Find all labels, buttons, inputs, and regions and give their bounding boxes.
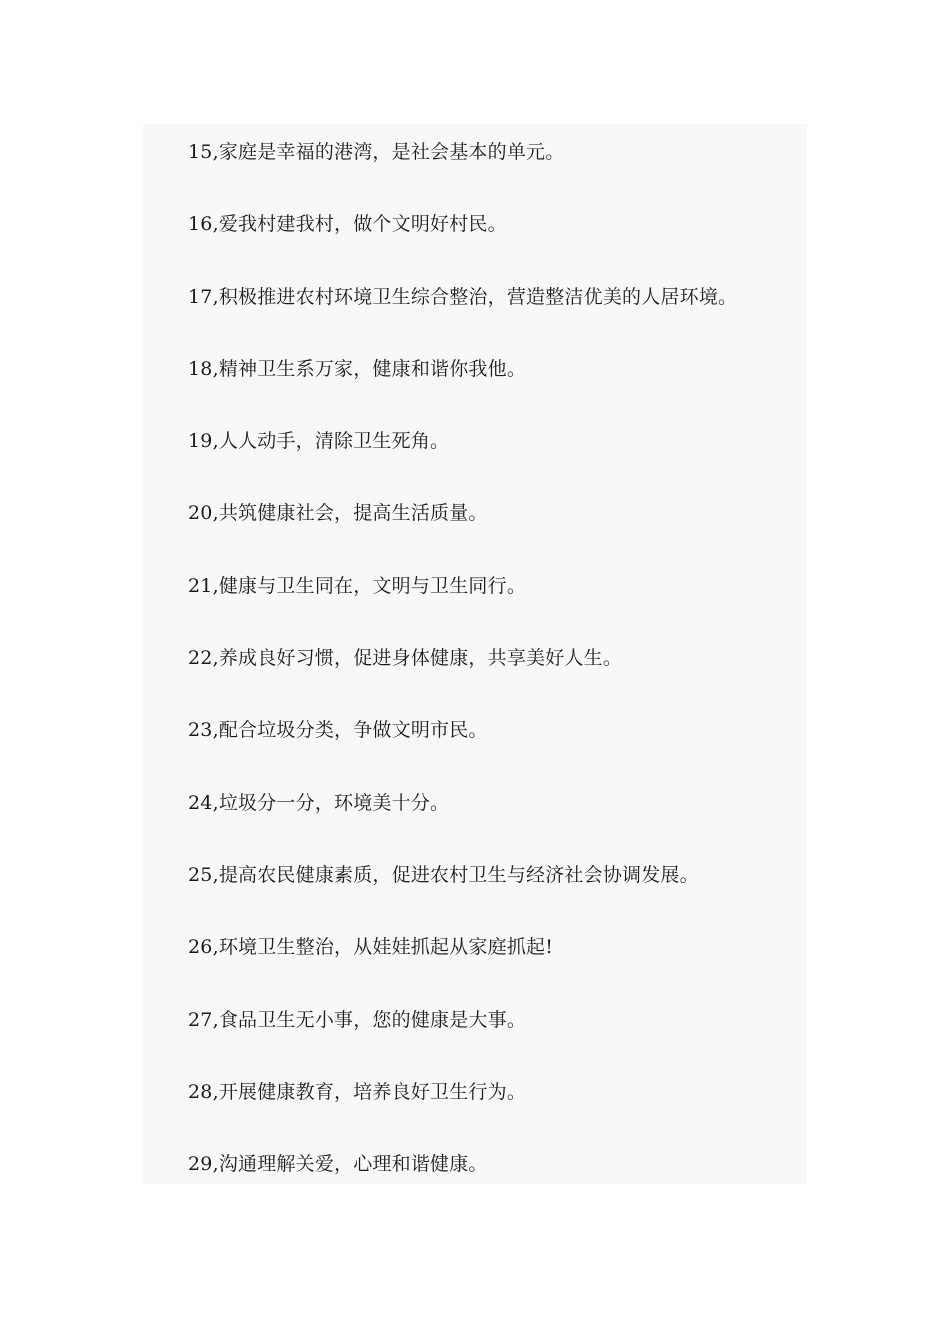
slogan-text: 26,环境卫生整治，从娃娃抓起从家庭抓起! xyxy=(188,936,554,959)
slogan-item xyxy=(188,279,747,351)
slogan-text: 15,家庭是幸福的港湾，是社会基本的单元。 xyxy=(188,141,565,163)
slogan-text: 20,共筑健康社会，提高生活质量。 xyxy=(188,502,488,525)
slogan-text: 23,配合垃圾分类，争做文明市民。 xyxy=(188,719,488,742)
slogan-item xyxy=(188,1146,747,1218)
slogan-item xyxy=(188,785,747,857)
slogan-item xyxy=(188,568,747,640)
slogan-text: 19,人人动手，清除卫生死角。 xyxy=(188,430,450,453)
slogan-text: 18,精神卫生系万家，健康和谐你我他。 xyxy=(188,357,527,380)
slogan-item xyxy=(188,495,747,567)
slogan-item xyxy=(188,640,747,712)
slogan-text: 27,食品卫生无小事，您的健康是大事。 xyxy=(188,1008,527,1031)
slogan-item xyxy=(188,423,747,495)
slogan-text: 28,开展健康教育，培养良好卫生行为。 xyxy=(188,1080,527,1103)
slogan-text: 29,沟通理解关爱，心理和谐健康。 xyxy=(188,1153,488,1176)
slogan-item xyxy=(188,134,747,206)
slogan-text: 22,养成良好习惯，促进身体健康，共享美好人生。 xyxy=(188,647,623,670)
slogan-text: 24,垃圾分一分，环境美十分。 xyxy=(188,791,450,814)
slogan-text: 25,提高农民健康素质，促进农村卫生与经济社会协调发展。 xyxy=(188,863,699,886)
slogan-item xyxy=(188,712,747,784)
slogan-item xyxy=(188,206,747,278)
slogan-item xyxy=(188,929,747,1001)
slogan-item xyxy=(188,351,747,423)
slogan-text: 17,积极推进农村环境卫生综合整治，营造整洁优美的人居环境。 xyxy=(188,279,747,315)
slogan-text: 16,爱我村建我村，做个文明好村民。 xyxy=(188,213,507,236)
slogan-item xyxy=(188,1074,747,1146)
slogan-item xyxy=(188,857,747,929)
slogan-text: 21,健康与卫生同在，文明与卫生同行。 xyxy=(188,574,527,597)
slogan-item xyxy=(188,1002,747,1074)
slogan-list xyxy=(188,134,747,1218)
